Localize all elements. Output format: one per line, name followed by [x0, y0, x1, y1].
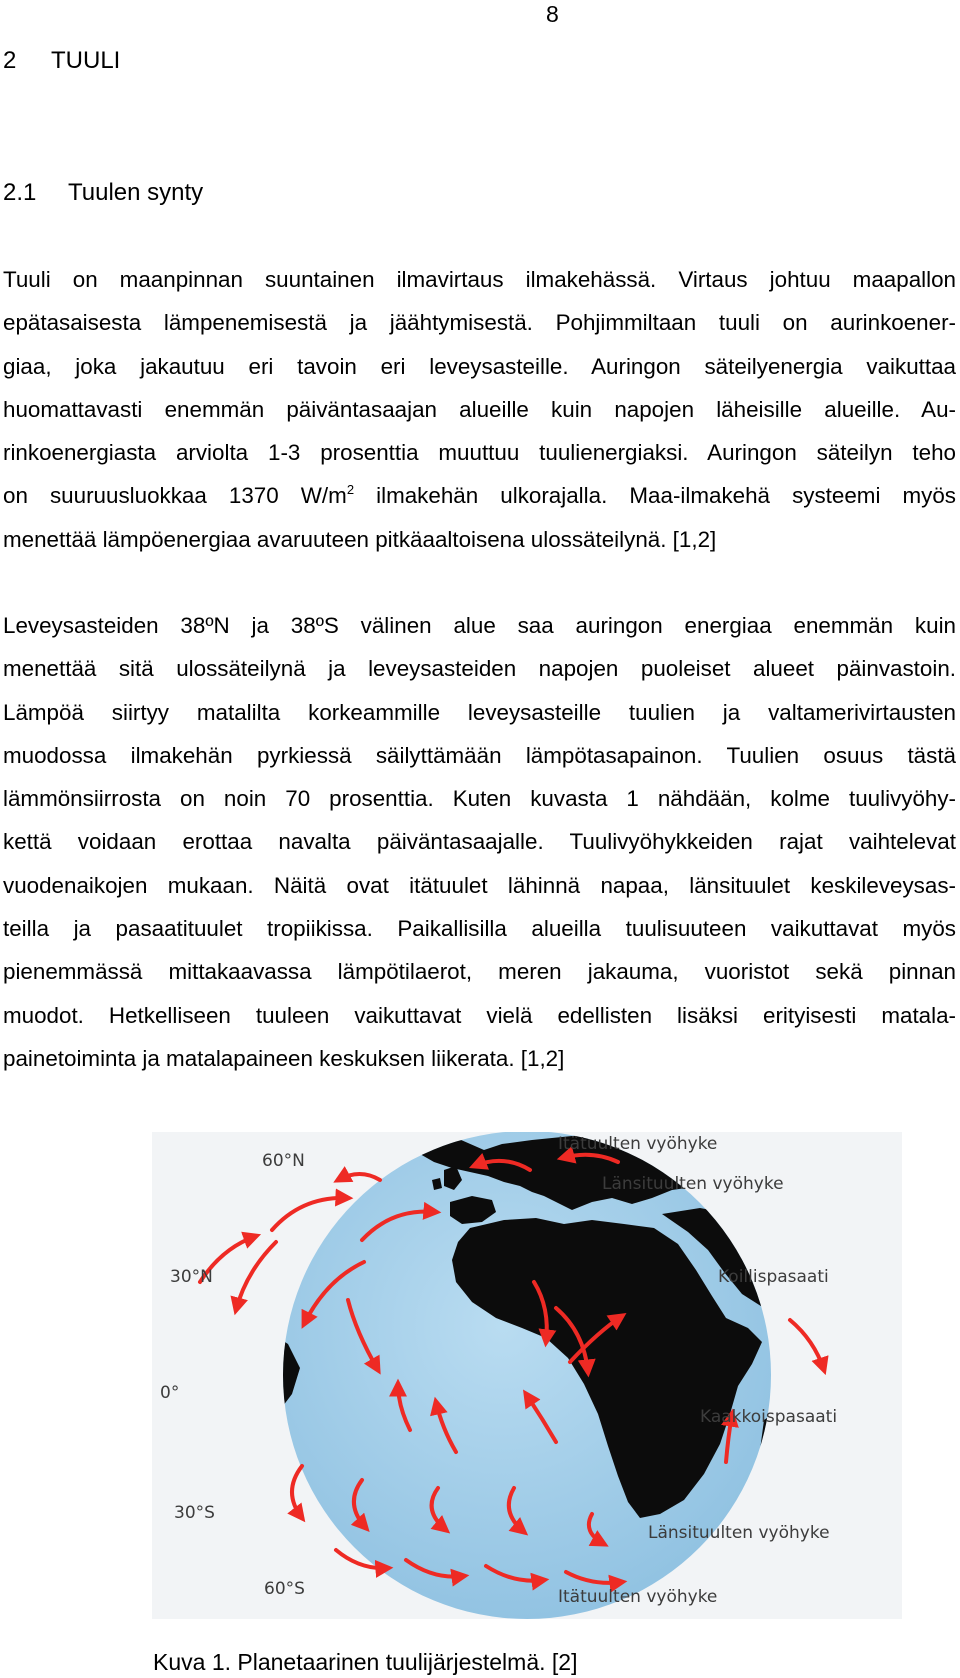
- section-heading: [3, 178, 203, 208]
- latitude-label: 0°: [160, 1383, 180, 1403]
- wind-system-figure: [152, 1132, 902, 1619]
- paragraph-line: [3, 474, 956, 517]
- latitude-label: 30°S: [174, 1503, 215, 1523]
- paragraph-line: painetoiminta ja matalapaineen keskuksen liikerata. [1,2]: [3, 1045, 565, 1071]
- section-title: Tuulen synty: [68, 179, 204, 206]
- paragraph-line: kettä voidaan erottaa navalta päiväntasaajalle. Tuulivyöhykkeiden rajat vaihtelevat: [3, 829, 956, 855]
- text-run: ilmakehän ulkorajalla. Maa-ilmakehä systeemi myös: [354, 483, 957, 509]
- text-run: on suuruusluokkaa 1370 W/m: [3, 483, 347, 509]
- paragraph-1: [3, 258, 956, 561]
- chapter-heading: [3, 46, 120, 76]
- paragraph-line: muodossa ilmakehän pyrkiessä säilyttämään lämpötasapainon. Tuulien osuus tästä: [3, 742, 956, 768]
- zone-label: Kaakkoispasaati: [700, 1407, 838, 1427]
- zone-label: Länsituulten vyöhyke: [602, 1174, 784, 1194]
- paragraph-line: vuodenaikojen mukaan. Näitä ovat itätuulet lähinnä napaa, länsituulet keskileveysas-: [3, 872, 956, 898]
- paragraph-line: teilla ja pasaatituulet tropiikissa. Paikallisilla alueilla tuulisuuteen vaikuttavat myös: [3, 916, 956, 942]
- wind-arrow: [236, 1242, 276, 1310]
- paragraph-2: [3, 604, 956, 1080]
- paragraph-line: giaa, joka jakautuu eri tavoin eri leveysasteille. Auringon säteilyenergia vaikuttaa: [3, 353, 956, 379]
- paragraph-line: Tuuli on maanpinnan suuntainen ilmavirtaus ilmakehässä. Virtaus johtuu maapallon: [3, 267, 956, 292]
- latitude-label: 60°N: [262, 1151, 305, 1171]
- latitude-label: 60°S: [264, 1579, 305, 1599]
- paragraph-line: Lämpöä siirtyy matalilta korkeammille leveysasteille tuulien ja valtamerivirtausten: [3, 699, 956, 725]
- wind-arrow: [338, 1174, 380, 1180]
- paragraph-line: menettää sitä ulossäteilynä ja leveysasteiden napojen puoleiset alueet päinvastoin.: [3, 656, 956, 682]
- chapter-title: TUULI: [51, 47, 121, 74]
- page-number: 8: [546, 1, 559, 27]
- paragraph-line: pienemmässä mittakaavassa lämpötilaerot, meren jakauma, vuoristot sekä pinnan: [3, 959, 956, 985]
- paragraph-line: Leveysasteiden 38ºN ja 38ºS välinen alue saa auringon energiaa enemmän kuin: [3, 613, 956, 638]
- globe-diagram: [152, 1132, 902, 1619]
- paragraph-line: muodot. Hetkelliseen tuuleen vaikuttavat vielä edellisten lisäksi erityisesti matala-: [3, 1002, 956, 1028]
- figure-caption: Kuva 1. Planetaarinen tuulijärjestelmä. [2]: [153, 1649, 578, 1675]
- wind-arrow: [292, 1466, 302, 1518]
- paragraph-line: epätasaisesta lämpenemisestä ja jäähtymisestä. Pohjimmiltaan tuuli on aurinkoener-: [3, 310, 956, 336]
- paragraph-line: lämmönsiirrosta on noin 70 prosenttia. Kuten kuvasta 1 nähdään, kolme tuulivyöhy-: [3, 786, 956, 812]
- paragraph-line: rinkoenergiasta arviolta 1-3 prosenttia muuttuu tuulienergiaksi. Auringon säteilyn teho: [3, 440, 956, 466]
- south-america-landmass: [152, 1308, 300, 1536]
- zone-label: Koillispasaati: [718, 1267, 829, 1287]
- wind-arrow: [790, 1320, 824, 1370]
- zone-label: Itätuulten vyöhyke: [558, 1587, 718, 1607]
- zone-label: Länsituulten vyöhyke: [648, 1523, 830, 1543]
- section-number: 2.1: [3, 179, 37, 206]
- paragraph-line: huomattavasti enemmän päiväntasaajan alueille kuin napojen läheisille alueille. Au-: [3, 396, 956, 422]
- paragraph-line: menettää lämpöenergiaa avaruuteen pitkäaaltoisena ulossäteilynä. [1,2]: [3, 526, 717, 552]
- zone-label: Itätuulten vyöhyke: [558, 1134, 718, 1154]
- chapter-number: 2: [3, 47, 17, 74]
- latitude-label: 30°N: [170, 1267, 213, 1287]
- superscript: 2: [346, 482, 355, 498]
